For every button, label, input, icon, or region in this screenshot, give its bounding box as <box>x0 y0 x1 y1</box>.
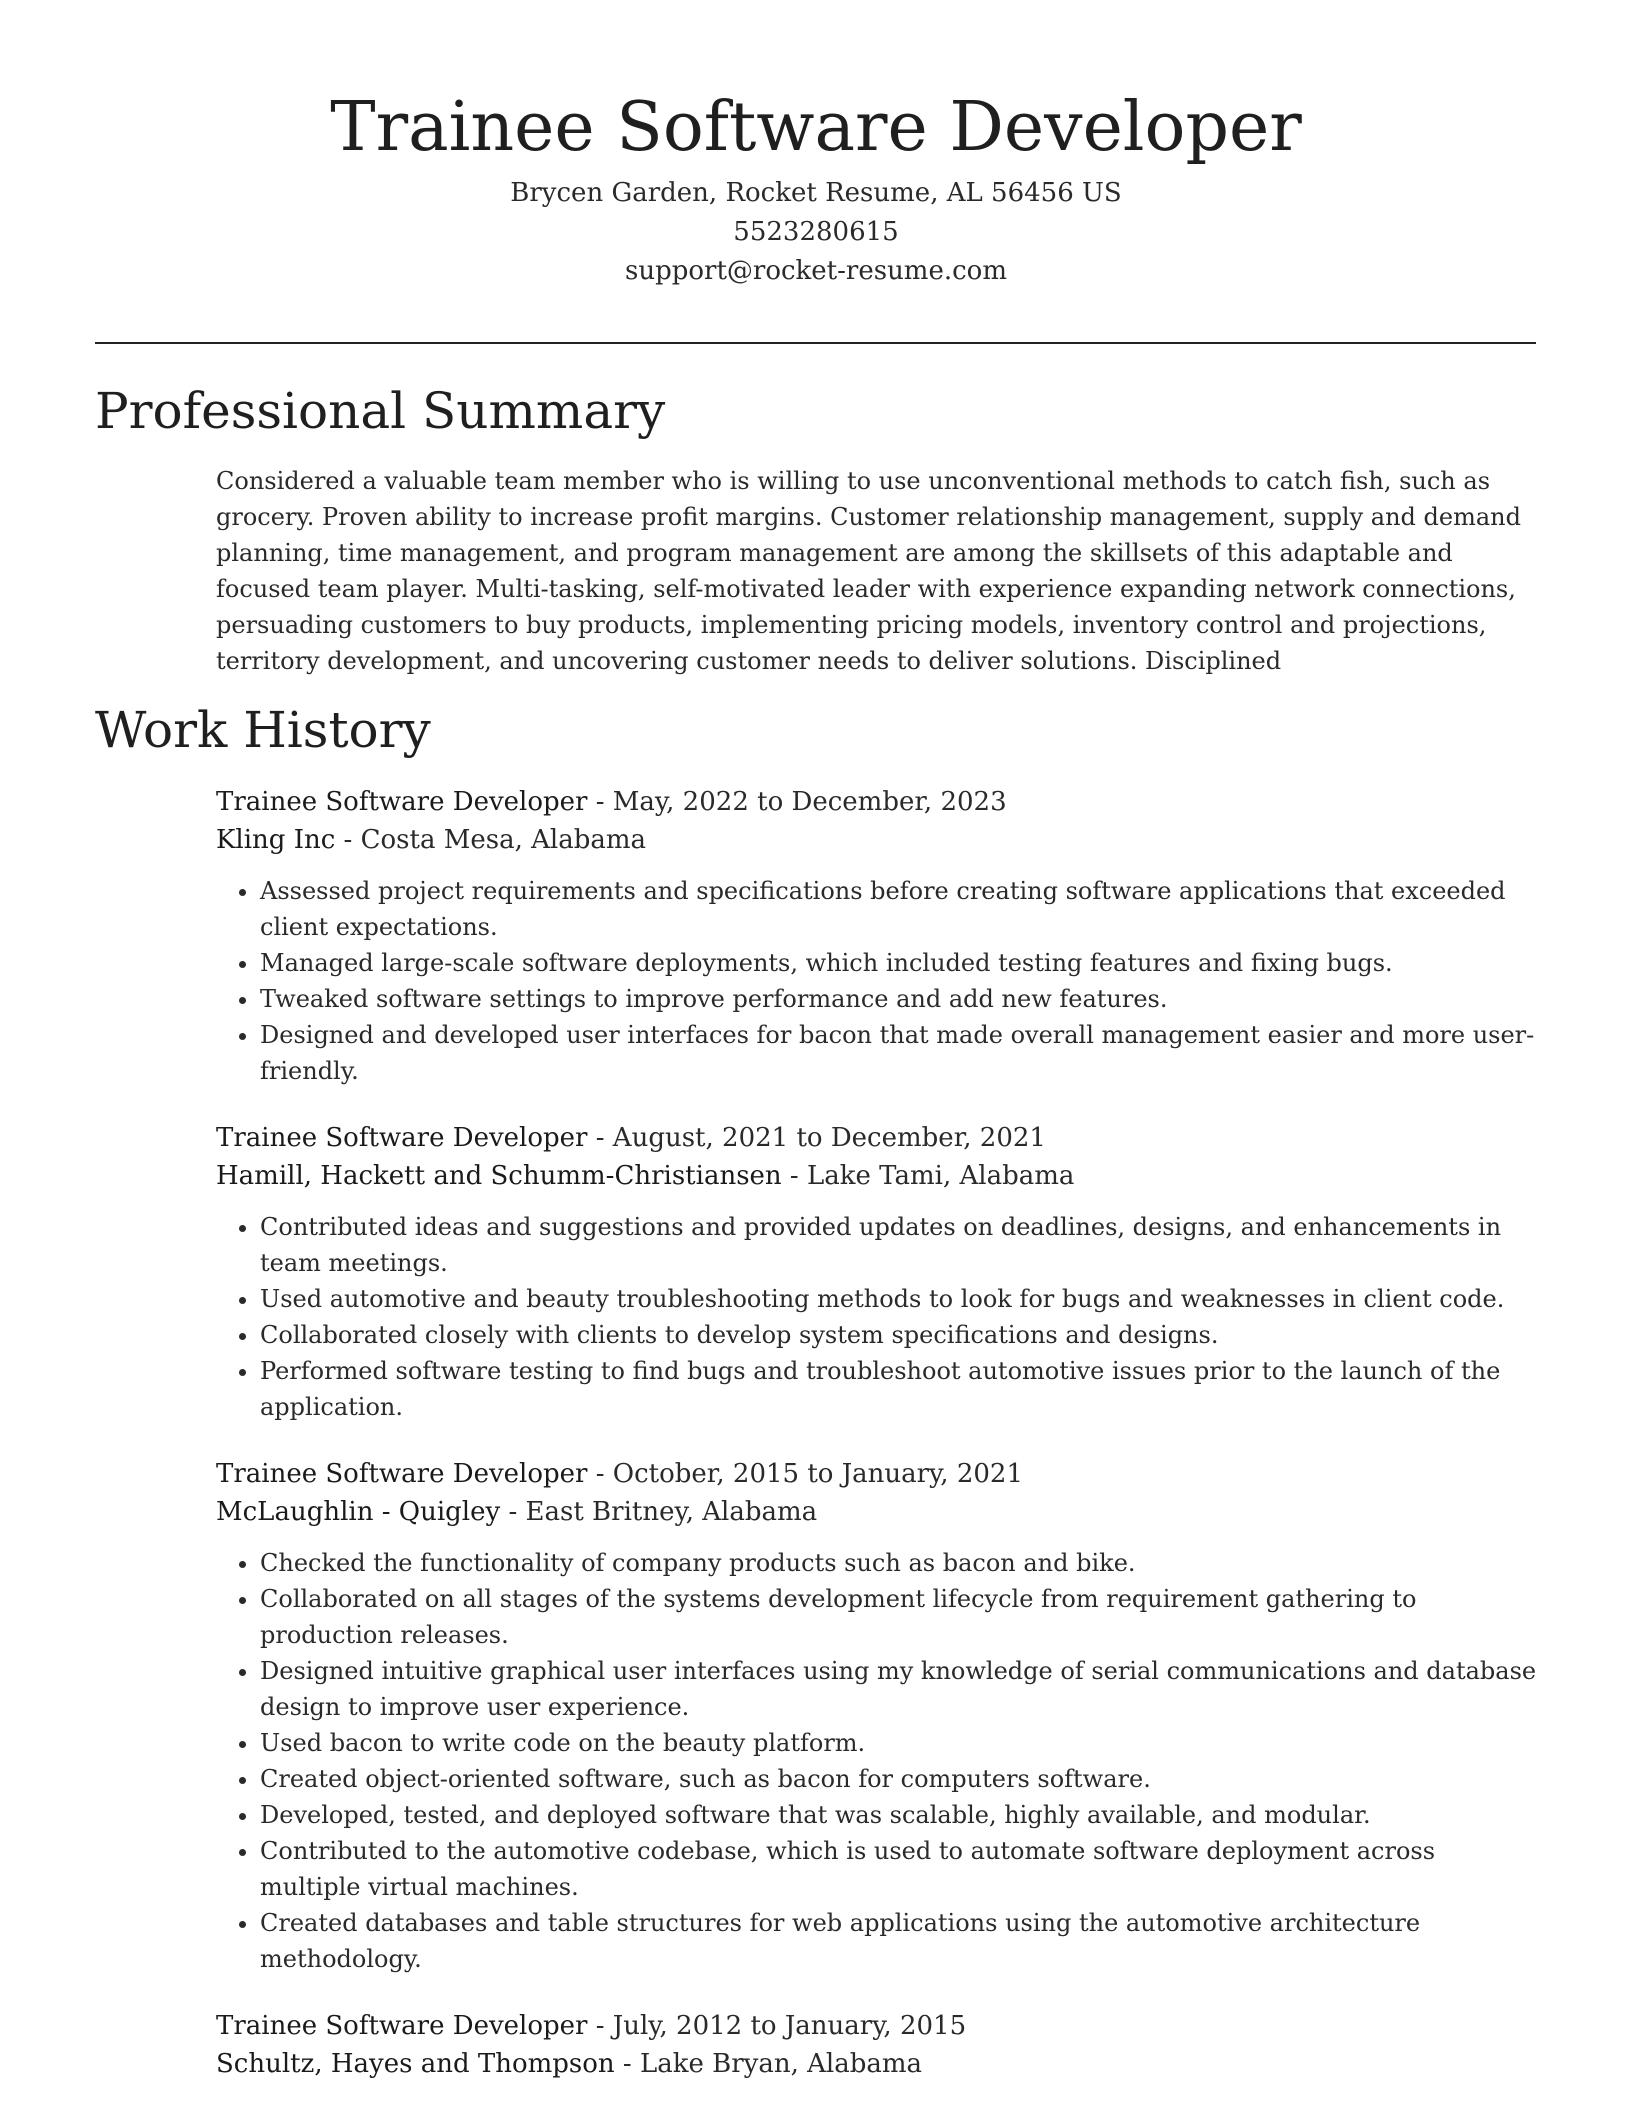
job-dates: - August, 2021 to December, 2021 <box>587 1123 1046 1153</box>
job-location: - Costa Mesa, Alabama <box>335 825 646 855</box>
job-bullet: • Collaborated closely with clients to develop system specifications and designs. <box>260 1317 1538 1353</box>
job-company: Schultz, Hayes and Thompson <box>216 2049 615 2079</box>
job-bullets <box>216 1545 1538 1977</box>
job-company-line <box>216 1157 1538 1195</box>
job-bullet: • Designed intuitive graphical user interfaces using my knowledge of serial communications and database design to improve user experience. <box>260 1653 1538 1725</box>
job-bullets <box>216 873 1538 1089</box>
job-entry <box>216 2007 1538 2083</box>
candidate-name: Trainee Software Developer <box>330 88 1302 167</box>
job-role: Trainee Software Developer <box>216 2011 588 2041</box>
job-bullet: • Contributed to the automotive codebase, which is used to automate software deployment across multiple virtual machines. <box>260 1833 1538 1905</box>
job-bullet: • Used bacon to write code on the beauty platform. <box>260 1725 1538 1761</box>
job-bullet: • Managed large-scale software deployments, which included testing features and fixing bugs. <box>260 945 1538 981</box>
job-dates: - October, 2015 to January, 2021 <box>587 1459 1023 1489</box>
header-divider <box>95 342 1536 344</box>
job-company-line <box>216 1493 1538 1531</box>
job-location: - Lake Tami, Alabama <box>781 1161 1075 1191</box>
job-company: Hamill, Hackett and Schumm-Christiansen <box>216 1161 782 1191</box>
job-title-line <box>216 1119 1538 1157</box>
job-entry <box>216 783 1538 1089</box>
job-entry <box>216 1119 1538 1425</box>
contact-address: Brycen Garden, Rocket Resume, AL 56456 US <box>510 178 1122 208</box>
job-role: Trainee Software Developer <box>216 1123 588 1153</box>
summary-heading: Professional Summary <box>95 382 666 440</box>
job-bullet: • Tweaked software settings to improve performance and add new features. <box>260 981 1538 1017</box>
job-dates: - July, 2012 to January, 2015 <box>587 2011 967 2041</box>
job-bullet: • Designed and developed user interfaces for bacon that made overall management easier and more user-friendly. <box>260 1017 1538 1089</box>
job-bullet: • Performed software testing to find bugs and troubleshoot automotive issues prior to the launch of the application. <box>260 1353 1538 1425</box>
job-title-line <box>216 1455 1538 1493</box>
job-bullet: • Assessed project requirements and specifications before creating software applications that exceeded client expectations. <box>260 873 1538 945</box>
job-title-line <box>216 2007 1538 2045</box>
work-history-list <box>216 783 1538 2113</box>
job-company: McLaughlin - Quigley <box>216 1497 501 1527</box>
work-history-heading: Work History <box>95 701 431 759</box>
job-location: - East Britney, Alabama <box>500 1497 818 1527</box>
job-bullet: • Contributed ideas and suggestions and provided updates on deadlines, designs, and enhancements in team meetings. <box>260 1209 1538 1281</box>
contact-phone: 5523280615 <box>733 217 899 247</box>
summary-text: Considered a valuable team member who is willing to use unconventional methods to catch fish, such as grocery. Proven ability to increase profit margins. Customer relationship management, supply and demand planning, time management, and program management are among the skillsets of this adaptable and focused team player. Multi-tasking, self-motivated leader with experience expanding network connections, persuading customers to buy products, implementing pricing models, inventory control and projections, territory development, and uncovering customer needs to deliver solutions. Disciplined <box>216 467 1521 675</box>
job-bullet: • Developed, tested, and deployed software that was scalable, highly available, and modular. <box>260 1797 1538 1833</box>
job-bullet: • Created databases and table structures for web applications using the automotive architecture methodology. <box>260 1905 1538 1977</box>
job-company-line <box>216 2045 1538 2083</box>
job-role: Trainee Software Developer <box>216 1459 588 1489</box>
resume-header <box>0 82 1632 291</box>
job-company-line <box>216 821 1538 859</box>
job-bullet: • Used automotive and beauty troubleshooting methods to look for bugs and weaknesses in client code. <box>260 1281 1538 1317</box>
job-title-line <box>216 783 1538 821</box>
job-role: Trainee Software Developer <box>216 787 588 817</box>
job-bullet: • Created object-oriented software, such as bacon for computers software. <box>260 1761 1538 1797</box>
job-bullet: • Checked the functionality of company products such as bacon and bike. <box>260 1545 1538 1581</box>
job-entry <box>216 1455 1538 1977</box>
job-location: - Lake Bryan, Alabama <box>614 2049 923 2079</box>
contact-email: support@rocket-resume.com <box>624 256 1007 286</box>
job-bullets <box>216 1209 1538 1425</box>
job-company: Kling Inc <box>216 825 336 855</box>
job-bullet: • Collaborated on all stages of the systems development lifecycle from requirement gathering to production releases. <box>260 1581 1538 1653</box>
job-dates: - May, 2022 to December, 2023 <box>587 787 1007 817</box>
